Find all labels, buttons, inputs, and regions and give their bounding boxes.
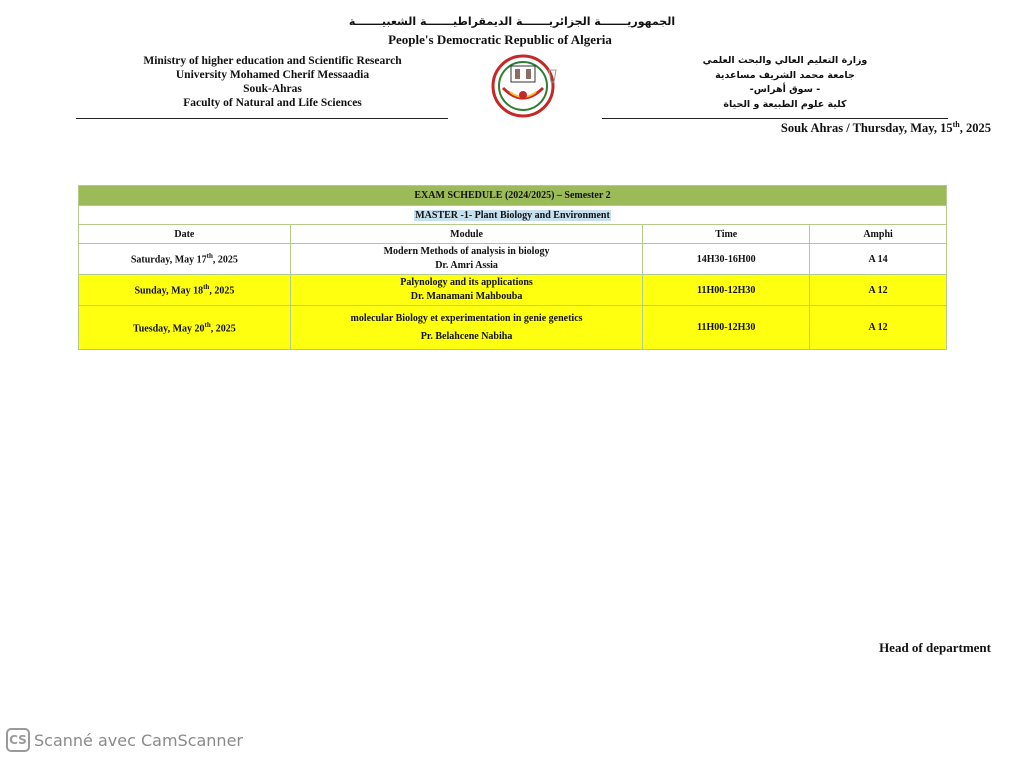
module-name: Modern Methods of analysis in biology [383, 246, 550, 257]
exam-date-year: , 2025 [210, 323, 236, 335]
exam-module [290, 244, 643, 275]
exam-module [290, 306, 643, 350]
header-rule-left [76, 118, 448, 119]
exam-amphi: A 12 [810, 306, 947, 350]
column-header-time: Time [643, 225, 810, 244]
camscanner-watermark [6, 728, 243, 752]
faculty-line: Faculty of Natural and Life Sciences [183, 97, 362, 109]
column-header-row [79, 225, 947, 244]
exam-date-sup: th [206, 252, 213, 261]
watermark-text: Scanné avec CamScanner [34, 730, 243, 750]
program-cell [79, 206, 947, 225]
module-teacher: Dr. Amri Assia [435, 260, 498, 271]
exam-module [290, 275, 643, 306]
republic-title: People's Democratic Republic of Algeria [388, 32, 612, 47]
university-line: University Mohamed Cherif Messaadia [175, 69, 370, 81]
table-row [79, 244, 947, 275]
exam-schedule-table [78, 185, 947, 350]
module-teacher: Dr. Manamani Mahbouba [410, 291, 523, 302]
column-header-amphi: Amphi [810, 225, 947, 244]
date-suffix-sup: th [952, 120, 960, 129]
exam-date-sup: th [204, 320, 211, 329]
exam-date-year: , 2025 [209, 285, 235, 297]
table-row [79, 306, 947, 350]
signature-label: Head of department [879, 640, 991, 655]
program-title: MASTER -1- Plant Biology and Environment [415, 209, 610, 221]
table-row [79, 275, 947, 306]
exam-date [79, 244, 291, 275]
exam-amphi: A 12 [810, 275, 947, 306]
date-prefix: Souk Ahras / Thursday, May, 15 [780, 121, 953, 136]
faculty-line-ar: كلية علوم الطبيعة و الحياة [723, 98, 847, 110]
schedule-title: EXAM SCHEDULE (2024/2025) – Semester 2 [79, 186, 947, 206]
city-line: Souk-Ahras [243, 83, 302, 95]
city-line-ar: - سوق أهراس- [749, 84, 821, 95]
exam-date [79, 306, 291, 350]
header-rule-right [602, 118, 948, 119]
date-year: , 2025 [959, 121, 991, 136]
exam-time: 11H00-12H30 [643, 275, 810, 306]
table-subtitle-row [79, 206, 947, 225]
camscanner-logo-icon: CS [6, 728, 30, 752]
document-date [781, 120, 991, 136]
module-teacher: Pr. Belahcene Nabiha [420, 330, 513, 342]
exam-date-main: Saturday, May 17 [130, 254, 207, 266]
module-name: Palynology and its applications [400, 277, 533, 288]
exam-date-sup: th [203, 283, 210, 292]
exam-date-main: Tuesday, May 20 [132, 323, 205, 335]
ministry-line: Ministry of higher education and Scientific Research [143, 55, 402, 67]
exam-date-year: , 2025 [212, 254, 238, 266]
column-header-date: Date [79, 225, 291, 244]
exam-time: 11H00-12H30 [643, 306, 810, 350]
column-header-module: Module [290, 225, 643, 244]
arabic-republic-title: الجمهوريـــــــة الجزائريـــــــة الديمقراطيـــــــة الشعبيـــــــة [348, 15, 676, 28]
university-line-ar: جامعة محمد الشريف مساعدية [715, 69, 855, 81]
institution-block-en [110, 54, 435, 110]
exam-amphi: A 14 [810, 244, 947, 275]
ministry-line-ar: وزارة التعليم العالي والبحث العلمي [702, 55, 868, 66]
exam-time: 14H30-16H00 [643, 244, 810, 275]
table-title-row [79, 186, 947, 206]
module-name: molecular Biology et experimentation in genie genetics [350, 312, 583, 324]
university-seal-icon [486, 48, 564, 118]
exam-date [79, 275, 291, 306]
exam-date-main: Sunday, May 18 [134, 285, 204, 297]
institution-block-ar [690, 54, 880, 112]
